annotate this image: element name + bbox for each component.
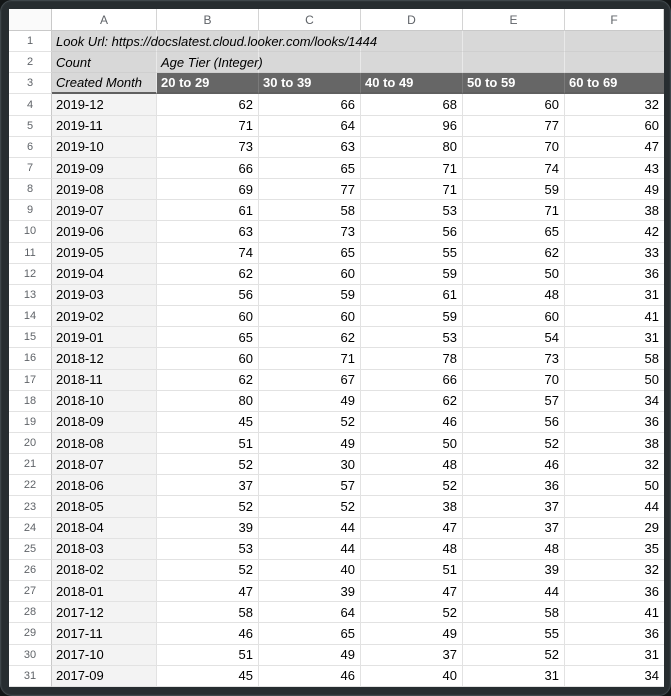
value-cell[interactable]: 64 [259, 602, 361, 623]
value-cell[interactable]: 66 [259, 94, 361, 115]
value-cell[interactable]: 71 [361, 158, 463, 179]
value-cell[interactable]: 57 [259, 475, 361, 496]
column-header-f[interactable]: F [565, 9, 664, 31]
value-cell[interactable]: 37 [463, 518, 565, 539]
value-cell[interactable]: 61 [157, 200, 259, 221]
month-cell[interactable]: 2018-08 [52, 433, 157, 454]
month-cell[interactable]: 2018-03 [52, 539, 157, 560]
value-cell[interactable]: 46 [259, 666, 361, 687]
value-cell[interactable]: 49 [361, 623, 463, 644]
data-row [9, 221, 664, 242]
value-cell[interactable]: 31 [565, 327, 664, 348]
value-cell[interactable]: 62 [463, 243, 565, 264]
value-cell[interactable]: 55 [463, 623, 565, 644]
value-cell[interactable]: 56 [361, 221, 463, 242]
value-cell[interactable]: 52 [361, 475, 463, 496]
month-cell[interactable]: 2017-10 [52, 645, 157, 666]
value-cell[interactable]: 52 [463, 433, 565, 454]
value-cell[interactable]: 36 [565, 264, 664, 285]
value-cell[interactable]: 57 [463, 391, 565, 412]
value-cell[interactable]: 53 [361, 327, 463, 348]
row-number-cell[interactable]: 2 [9, 52, 52, 73]
value-cell[interactable]: 70 [463, 137, 565, 158]
value-cell[interactable]: 52 [361, 602, 463, 623]
value-cell[interactable]: 47 [361, 581, 463, 602]
month-cell[interactable]: 2018-04 [52, 518, 157, 539]
value-cell[interactable]: 34 [565, 666, 664, 687]
value-cell[interactable]: 49 [565, 179, 664, 200]
data-row [9, 412, 664, 433]
month-cell[interactable]: 2019-01 [52, 327, 157, 348]
month-cell[interactable]: 2019-07 [52, 200, 157, 221]
row-number-cell[interactable]: 14 [9, 306, 52, 327]
value-cell[interactable]: 49 [259, 433, 361, 454]
value-cell[interactable]: 65 [259, 158, 361, 179]
value-cell[interactable]: 47 [565, 137, 664, 158]
cell-look-url[interactable] [52, 31, 378, 52]
value-cell[interactable]: 46 [463, 454, 565, 475]
month-cell[interactable]: 2019-02 [52, 306, 157, 327]
value-cell[interactable]: 31 [463, 666, 565, 687]
value-cell[interactable]: 71 [463, 200, 565, 221]
value-cell[interactable]: 32 [565, 560, 664, 581]
row-number-cell[interactable]: 7 [9, 158, 52, 179]
empty-cell[interactable] [565, 52, 664, 73]
value-cell[interactable]: 62 [157, 264, 259, 285]
value-cell[interactable]: 38 [565, 433, 664, 454]
row-number-cell[interactable]: 5 [9, 116, 52, 137]
value-cell[interactable]: 62 [259, 327, 361, 348]
row-number-cell[interactable]: 22 [9, 475, 52, 496]
column-header-c[interactable]: C [259, 9, 361, 31]
value-cell[interactable]: 47 [157, 581, 259, 602]
value-cell[interactable]: 71 [259, 348, 361, 369]
cell-dimension-header[interactable] [52, 73, 157, 94]
value-cell[interactable]: 96 [361, 116, 463, 137]
month-cell[interactable]: 2018-07 [52, 454, 157, 475]
value-cell[interactable]: 63 [157, 221, 259, 242]
row-number-cell[interactable]: 28 [9, 602, 52, 623]
row-number-cell[interactable]: 15 [9, 327, 52, 348]
data-row [9, 264, 664, 285]
value-cell[interactable]: 65 [463, 221, 565, 242]
value-cell[interactable]: 56 [463, 412, 565, 433]
data-row [9, 539, 664, 560]
value-cell[interactable]: 39 [259, 581, 361, 602]
value-cell[interactable]: 52 [259, 412, 361, 433]
month-cell[interactable]: 2017-11 [52, 623, 157, 644]
value-cell[interactable]: 33 [565, 243, 664, 264]
month-cell[interactable]: 2019-04 [52, 264, 157, 285]
value-cell[interactable]: 44 [259, 539, 361, 560]
value-cell[interactable]: 52 [157, 560, 259, 581]
value-cell[interactable]: 31 [565, 285, 664, 306]
tier-header-cell[interactable]: 40 to 49 [361, 73, 463, 94]
value-cell[interactable]: 60 [259, 306, 361, 327]
column-header-b[interactable]: B [157, 9, 259, 31]
column-header-e[interactable]: E [463, 9, 565, 31]
row-number-cell[interactable]: 18 [9, 391, 52, 412]
empty-cell[interactable] [361, 52, 463, 73]
value-cell[interactable]: 52 [463, 645, 565, 666]
value-cell[interactable]: 61 [361, 285, 463, 306]
value-cell[interactable]: 55 [361, 243, 463, 264]
data-row [9, 116, 664, 137]
row-number-cell[interactable]: 9 [9, 200, 52, 221]
row-number-cell[interactable]: 13 [9, 285, 52, 306]
value-cell[interactable]: 77 [259, 179, 361, 200]
value-cell[interactable]: 29 [565, 518, 664, 539]
value-cell[interactable]: 71 [157, 116, 259, 137]
value-cell[interactable]: 36 [565, 623, 664, 644]
value-cell[interactable]: 41 [565, 306, 664, 327]
value-cell[interactable]: 58 [565, 348, 664, 369]
value-cell[interactable]: 37 [157, 475, 259, 496]
value-cell[interactable]: 49 [259, 391, 361, 412]
value-cell[interactable]: 71 [361, 179, 463, 200]
value-cell[interactable]: 32 [565, 454, 664, 475]
look-url-label: Look Url: https://docslatest.cloud.looker.com/looks/1444 [56, 33, 378, 49]
value-cell[interactable]: 74 [463, 158, 565, 179]
value-cell[interactable]: 51 [157, 645, 259, 666]
month-cell[interactable]: 2017-09 [52, 666, 157, 687]
value-cell[interactable]: 66 [157, 158, 259, 179]
value-cell[interactable]: 60 [463, 306, 565, 327]
row-number-cell[interactable]: 26 [9, 560, 52, 581]
value-cell[interactable]: 52 [157, 454, 259, 475]
data-row [9, 94, 664, 115]
data-row [9, 158, 664, 179]
value-cell[interactable]: 37 [361, 645, 463, 666]
value-cell[interactable]: 73 [259, 221, 361, 242]
value-cell[interactable]: 38 [361, 496, 463, 517]
data-row [9, 623, 664, 644]
value-cell[interactable]: 39 [463, 560, 565, 581]
value-cell[interactable]: 46 [157, 623, 259, 644]
value-cell[interactable]: 62 [361, 391, 463, 412]
value-cell[interactable]: 30 [259, 454, 361, 475]
dimension-label: Created Month [56, 75, 142, 91]
row-number-cell[interactable]: 24 [9, 518, 52, 539]
value-cell[interactable]: 80 [361, 137, 463, 158]
row-number-cell[interactable]: 21 [9, 454, 52, 475]
row-number-cell[interactable]: 29 [9, 623, 52, 644]
value-cell[interactable]: 69 [157, 179, 259, 200]
value-cell[interactable]: 31 [565, 645, 664, 666]
value-cell[interactable]: 50 [565, 475, 664, 496]
data-row [9, 179, 664, 200]
data-row [9, 327, 664, 348]
value-cell[interactable]: 60 [565, 116, 664, 137]
data-rows-container [9, 94, 664, 686]
value-cell[interactable]: 48 [463, 285, 565, 306]
row-number-cell[interactable]: 8 [9, 179, 52, 200]
value-cell[interactable]: 51 [361, 560, 463, 581]
value-cell[interactable]: 48 [463, 539, 565, 560]
row-number-cell[interactable]: 11 [9, 243, 52, 264]
cell-pivot-label[interactable] [157, 52, 263, 73]
value-cell[interactable]: 32 [565, 94, 664, 115]
month-cell[interactable]: 2019-05 [52, 243, 157, 264]
value-cell[interactable]: 44 [565, 496, 664, 517]
month-cell[interactable]: 2018-12 [52, 348, 157, 369]
data-row [9, 348, 664, 369]
value-cell[interactable]: 38 [565, 200, 664, 221]
column-header-a[interactable]: A [52, 9, 157, 31]
value-cell[interactable]: 59 [361, 306, 463, 327]
value-cell[interactable]: 49 [259, 645, 361, 666]
month-cell[interactable]: 2018-09 [52, 412, 157, 433]
empty-cell[interactable] [565, 31, 664, 52]
data-row [9, 666, 664, 687]
value-cell[interactable]: 53 [361, 200, 463, 221]
row-number-cell[interactable]: 19 [9, 412, 52, 433]
row-number-cell[interactable]: 31 [9, 666, 52, 687]
empty-cell[interactable] [463, 31, 565, 52]
value-cell[interactable]: 44 [463, 581, 565, 602]
meta-row-measure [9, 52, 664, 73]
value-cell[interactable]: 62 [157, 370, 259, 391]
value-cell[interactable]: 77 [463, 116, 565, 137]
value-cell[interactable]: 53 [157, 539, 259, 560]
month-cell[interactable]: 2019-09 [52, 158, 157, 179]
data-row [9, 560, 664, 581]
row-number-cell[interactable]: 30 [9, 645, 52, 666]
row-number-cell[interactable]: 4 [9, 94, 52, 115]
row-number-cell[interactable]: 6 [9, 137, 52, 158]
column-header-d[interactable]: D [361, 9, 463, 31]
value-cell[interactable]: 41 [565, 602, 664, 623]
value-cell[interactable]: 36 [565, 412, 664, 433]
value-cell[interactable]: 65 [157, 327, 259, 348]
tier-header-cell[interactable]: 50 to 59 [463, 73, 565, 94]
value-cell[interactable]: 68 [361, 94, 463, 115]
data-row [9, 200, 664, 221]
month-cell[interactable]: 2019-08 [52, 179, 157, 200]
value-cell[interactable]: 37 [463, 496, 565, 517]
data-row [9, 496, 664, 517]
value-cell[interactable]: 50 [463, 264, 565, 285]
value-cell[interactable]: 36 [463, 475, 565, 496]
value-cell[interactable]: 51 [157, 433, 259, 454]
value-cell[interactable]: 45 [157, 666, 259, 687]
value-cell[interactable]: 36 [565, 581, 664, 602]
value-cell[interactable]: 40 [259, 560, 361, 581]
data-row [9, 581, 664, 602]
month-cell[interactable]: 2017-12 [52, 602, 157, 623]
value-cell[interactable]: 45 [157, 412, 259, 433]
value-cell[interactable]: 47 [361, 518, 463, 539]
value-cell[interactable]: 34 [565, 391, 664, 412]
value-cell[interactable]: 59 [259, 285, 361, 306]
month-cell[interactable]: 2019-10 [52, 137, 157, 158]
value-cell[interactable]: 44 [259, 518, 361, 539]
tier-header-cell[interactable]: 30 to 39 [259, 73, 361, 94]
row-number-cell[interactable]: 17 [9, 370, 52, 391]
data-row [9, 602, 664, 623]
row-number-cell[interactable]: 23 [9, 496, 52, 517]
row-number-cell[interactable]: 3 [9, 73, 52, 94]
value-cell[interactable]: 60 [157, 348, 259, 369]
value-cell[interactable]: 58 [157, 602, 259, 623]
data-row [9, 433, 664, 454]
month-cell[interactable]: 2019-03 [52, 285, 157, 306]
value-cell[interactable]: 60 [463, 94, 565, 115]
value-cell[interactable]: 78 [361, 348, 463, 369]
empty-cell[interactable] [463, 52, 565, 73]
month-cell[interactable]: 2019-12 [52, 94, 157, 115]
value-cell[interactable]: 54 [463, 327, 565, 348]
value-cell[interactable]: 63 [259, 137, 361, 158]
month-cell[interactable]: 2018-06 [52, 475, 157, 496]
value-cell[interactable]: 58 [463, 602, 565, 623]
tier-header-cell[interactable]: 20 to 29 [157, 73, 259, 94]
value-cell[interactable]: 35 [565, 539, 664, 560]
row-number-cell[interactable]: 20 [9, 433, 52, 454]
empty-cell[interactable] [259, 52, 361, 73]
column-header-row [9, 9, 664, 31]
row-number-cell[interactable]: 27 [9, 581, 52, 602]
measure-label: Count [56, 54, 91, 70]
data-row [9, 370, 664, 391]
value-cell[interactable]: 74 [157, 243, 259, 264]
value-cell[interactable]: 42 [565, 221, 664, 242]
data-row [9, 391, 664, 412]
value-cell[interactable]: 60 [259, 264, 361, 285]
row-number-cell[interactable]: 1 [9, 31, 52, 52]
value-cell[interactable]: 65 [259, 623, 361, 644]
value-cell[interactable]: 52 [157, 496, 259, 517]
value-cell[interactable]: 46 [361, 412, 463, 433]
value-cell[interactable]: 65 [259, 243, 361, 264]
select-all-corner[interactable] [9, 9, 52, 31]
value-cell[interactable]: 67 [259, 370, 361, 391]
data-row [9, 137, 664, 158]
value-cell[interactable]: 66 [361, 370, 463, 391]
row-number-cell[interactable]: 25 [9, 539, 52, 560]
data-row [9, 243, 664, 264]
row-number-cell[interactable]: 12 [9, 264, 52, 285]
month-cell[interactable]: 2018-05 [52, 496, 157, 517]
value-cell[interactable]: 40 [361, 666, 463, 687]
value-cell[interactable]: 50 [361, 433, 463, 454]
header-row-age-tiers [9, 73, 664, 94]
spreadsheet-grid [9, 9, 664, 687]
value-cell[interactable]: 39 [157, 518, 259, 539]
month-cell[interactable]: 2019-11 [52, 116, 157, 137]
value-cell[interactable]: 62 [157, 94, 259, 115]
data-row [9, 454, 664, 475]
month-cell[interactable]: 2018-10 [52, 391, 157, 412]
row-number-cell[interactable]: 10 [9, 221, 52, 242]
value-cell[interactable]: 59 [463, 179, 565, 200]
value-cell[interactable]: 60 [157, 306, 259, 327]
month-cell[interactable]: 2018-11 [52, 370, 157, 391]
pivot-label: Age Tier (Integer) [161, 54, 263, 70]
value-cell[interactable]: 48 [361, 454, 463, 475]
value-cell[interactable]: 56 [157, 285, 259, 306]
value-cell[interactable]: 80 [157, 391, 259, 412]
data-row [9, 285, 664, 306]
tier-header-cell[interactable]: 60 to 69 [565, 73, 664, 94]
month-cell[interactable]: 2018-02 [52, 560, 157, 581]
value-cell[interactable]: 50 [565, 370, 664, 391]
month-cell[interactable]: 2019-06 [52, 221, 157, 242]
value-cell[interactable]: 73 [157, 137, 259, 158]
value-cell[interactable]: 58 [259, 200, 361, 221]
value-cell[interactable]: 70 [463, 370, 565, 391]
meta-row-look-url [9, 31, 664, 52]
data-row [9, 475, 664, 496]
month-cell[interactable]: 2018-01 [52, 581, 157, 602]
data-row [9, 306, 664, 327]
value-cell[interactable]: 52 [259, 496, 361, 517]
value-cell[interactable]: 59 [361, 264, 463, 285]
row-number-cell[interactable]: 16 [9, 348, 52, 369]
value-cell[interactable]: 43 [565, 158, 664, 179]
cell-measure[interactable] [52, 52, 157, 73]
data-row [9, 645, 664, 666]
value-cell[interactable]: 64 [259, 116, 361, 137]
data-row [9, 518, 664, 539]
value-cell[interactable]: 73 [463, 348, 565, 369]
value-cell[interactable]: 48 [361, 539, 463, 560]
